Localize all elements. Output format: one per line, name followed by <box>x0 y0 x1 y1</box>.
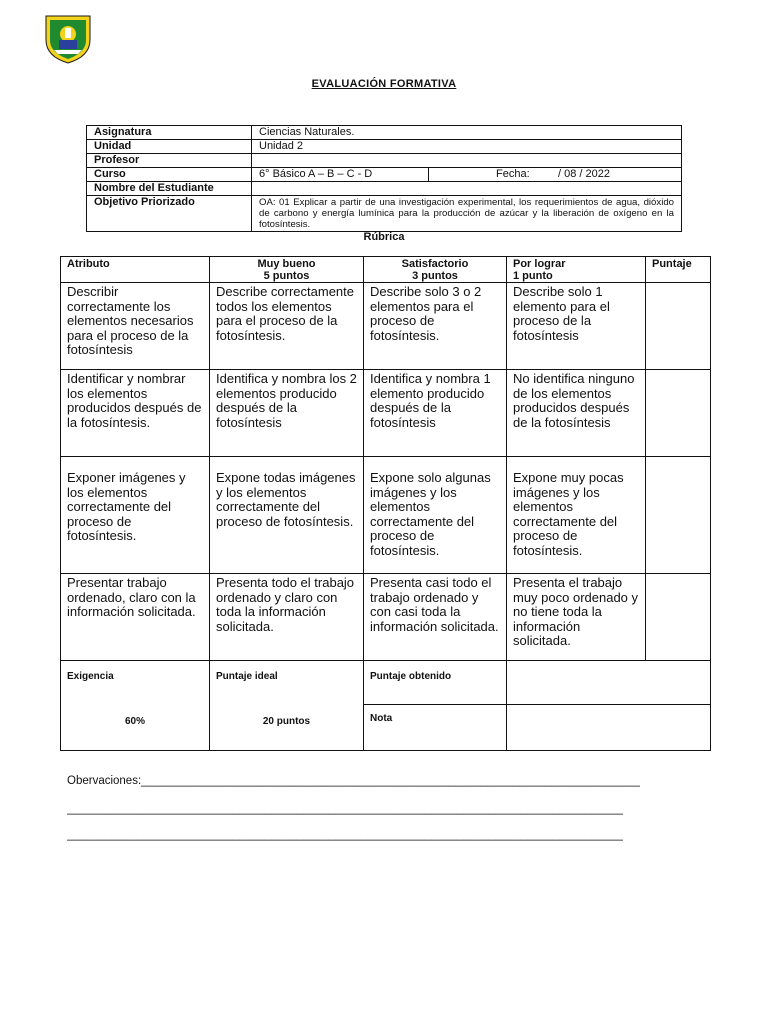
observaciones-line-2[interactable]: _______________________________________________________________________________________ <box>67 803 624 815</box>
header-por-lograr-label: Por lograr <box>513 258 566 270</box>
header-muy-bueno-points: 5 puntos <box>263 270 310 282</box>
row-puntaje-cell[interactable] <box>646 457 711 574</box>
row-satisfactorio: Identifica y nombra 1 elemento producido después de la fotosíntesis <box>364 370 507 457</box>
row-puntaje-cell[interactable] <box>646 283 711 370</box>
unidad-label: Unidad <box>87 140 252 154</box>
student-info-table <box>86 125 682 232</box>
header-satisfactorio-label: Satisfactorio <box>401 258 469 270</box>
header-satisfactorio-points: 3 puntos <box>412 270 458 282</box>
row-atributo: Exponer imágenes y los elementos correctamente del proceso de fotosíntesis. <box>61 457 210 574</box>
row-por-lograr: Expone muy pocas imágenes y los elementos correctamente del proceso de fotosíntesis. <box>507 457 646 574</box>
header-por-lograr-points: 1 punto <box>513 270 553 282</box>
school-shield-logo <box>44 14 92 64</box>
puntaje-ideal-value: 20 puntos <box>262 715 311 727</box>
rubric-title: Rúbrica <box>363 231 405 243</box>
puntaje-obtenido-label: Puntaje obtenido <box>364 661 507 705</box>
header-muy-bueno-label: Muy bueno <box>257 258 316 270</box>
exigencia-label: Exigencia <box>67 671 114 682</box>
asignatura-label: Asignatura <box>87 126 252 140</box>
estudiante-label: Nombre del Estudiante <box>87 182 252 196</box>
header-puntaje: Puntaje <box>646 257 711 283</box>
row-satisfactorio: Presenta casi todo el trabajo ordenado y con casi toda la información solicitada. <box>364 574 507 661</box>
row-satisfactorio: Describe solo 3 o 2 elementos para el proceso de fotosíntesis. <box>364 283 507 370</box>
row-atributo: Describir correctamente los elementos necesarios para el proceso de la fotosíntesis <box>61 283 210 370</box>
estudiante-value[interactable] <box>252 182 682 196</box>
puntaje-ideal-cell <box>210 661 364 751</box>
row-puntaje-cell[interactable] <box>646 370 711 457</box>
row-por-lograr: Describe solo 1 elemento para el proceso de la fotosíntesis <box>507 283 646 370</box>
profesor-label: Profesor <box>87 154 252 168</box>
row-satisfactorio: Expone solo algunas imágenes y los elementos correctamente del proceso de fotosíntesis. <box>364 457 507 574</box>
header-por-lograr <box>507 257 646 283</box>
asignatura-value: Ciencias Naturales. <box>252 126 682 140</box>
header-muy-bueno <box>210 257 364 283</box>
observaciones-underline: ______________________________________________________________________________ <box>141 775 641 787</box>
curso-value: 6° Básico A – B – C - D <box>252 168 429 182</box>
rubric-row <box>61 283 711 370</box>
objetivo-label: Objetivo Priorizado <box>87 196 252 232</box>
puntaje-ideal-label: Puntaje ideal <box>216 671 278 682</box>
row-puntaje-cell[interactable] <box>646 574 711 661</box>
nota-label: Nota <box>364 705 507 751</box>
rubric-table <box>60 256 711 751</box>
page-title: EVALUACIÓN FORMATIVA <box>311 78 457 90</box>
rubric-footer-row <box>61 661 711 705</box>
objetivo-value: OA: 01 Explicar a partir de una investigación experimental, los requerimientos de agua, dióxido de carbono y energía lumínica para la producción de azúcar y la liberación de oxígeno en la fotosíntesis. <box>252 196 682 232</box>
row-atributo: Presentar trabajo ordenado, claro con la información solicitada. <box>61 574 210 661</box>
row-muy-bueno: Describe correctamente todos los elementos para el proceso de la fotosíntesis. <box>210 283 364 370</box>
observaciones-line[interactable] <box>67 775 640 787</box>
rubric-row <box>61 370 711 457</box>
row-muy-bueno: Identifica y nombra los 2 elementos producido después de la fotosíntesis <box>210 370 364 457</box>
rubric-row <box>61 574 711 661</box>
rubric-header-row <box>61 257 711 283</box>
fecha-cell[interactable] <box>429 168 682 182</box>
fecha-label: Fecha: <box>496 168 530 180</box>
rubric-row <box>61 457 711 574</box>
row-por-lograr: No identifica ninguno de los elementos producidos después de la fotosíntesis <box>507 370 646 457</box>
header-atributo: Atributo <box>61 257 210 283</box>
row-atributo: Identificar y nombrar los elementos producidos después de la fotosíntesis. <box>61 370 210 457</box>
profesor-value[interactable] <box>252 154 682 168</box>
nota-value[interactable] <box>507 705 711 751</box>
exigencia-value: 60% <box>124 715 145 727</box>
exigencia-cell <box>61 661 210 751</box>
row-muy-bueno: Presenta todo el trabajo ordenado y claro con toda la información solicitada. <box>210 574 364 661</box>
observaciones-label: Obervaciones: <box>67 775 142 787</box>
puntaje-obtenido-value[interactable] <box>507 661 711 705</box>
fecha-value: / 08 / 2022 <box>558 168 610 180</box>
unidad-value: Unidad 2 <box>252 140 682 154</box>
header-satisfactorio <box>364 257 507 283</box>
observaciones-line-3[interactable]: _______________________________________________________________________________________ <box>67 829 624 841</box>
row-muy-bueno: Expone todas imágenes y los elementos correctamente del proceso de fotosíntesis. <box>210 457 364 574</box>
row-por-lograr: Presenta el trabajo muy poco ordenado y no tiene toda la información solicitada. <box>507 574 646 661</box>
curso-label: Curso <box>87 168 252 182</box>
